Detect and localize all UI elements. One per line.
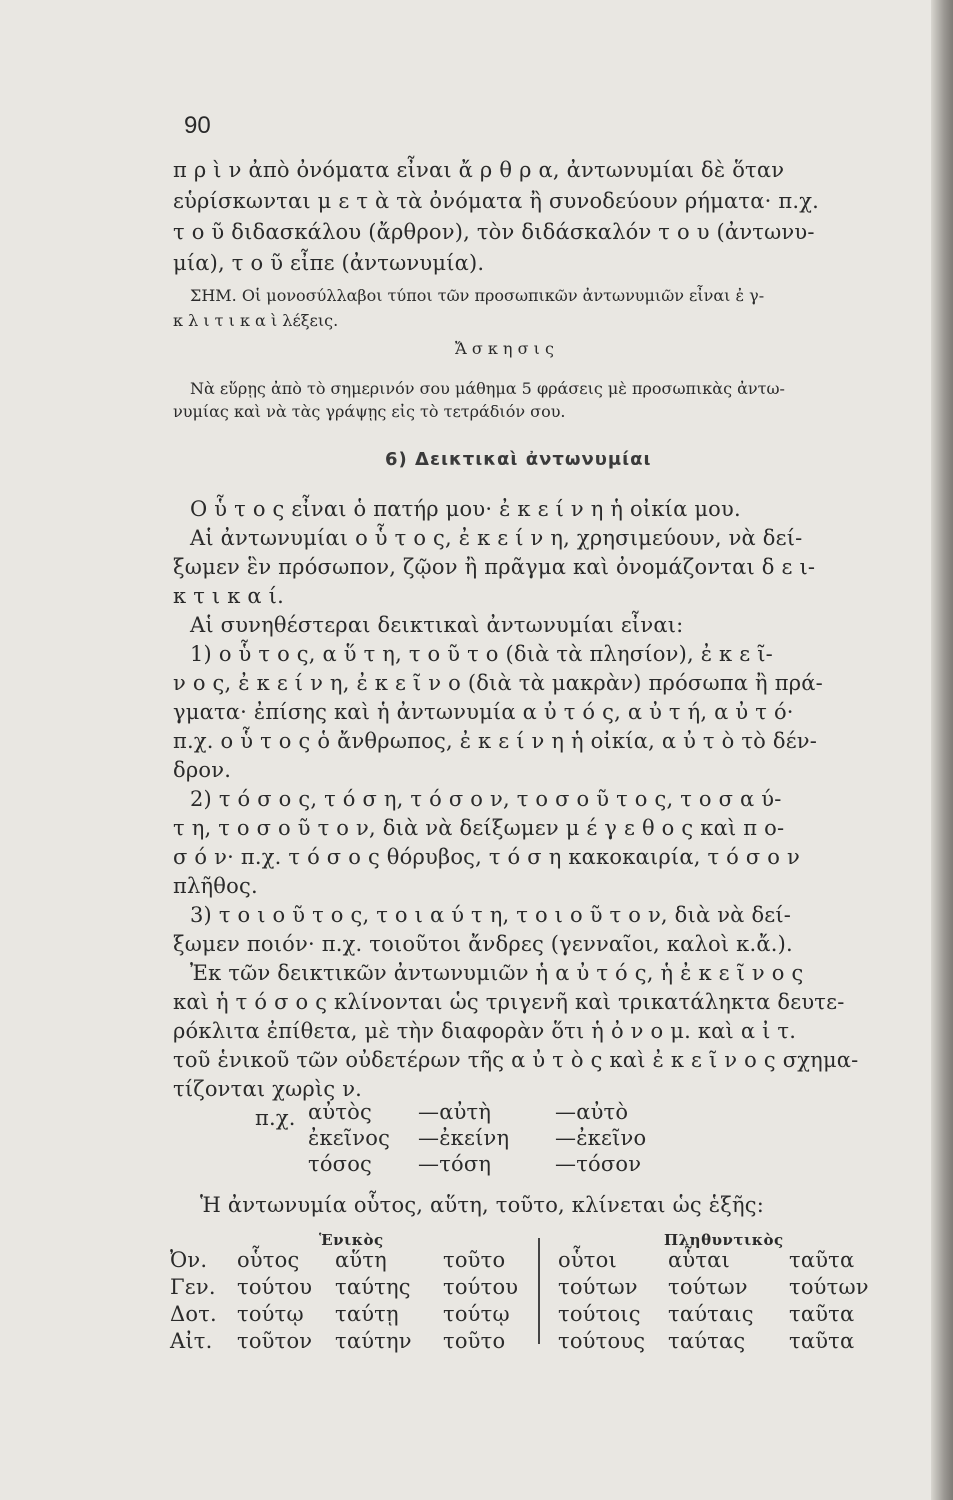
table-cell: ταύταις	[668, 1302, 754, 1326]
section-heading: 6) Δεικτικαὶ ἀντωνυμίαι	[385, 449, 652, 470]
table-cell: τούτῳ	[443, 1302, 510, 1326]
table-cell: τούτῳ	[237, 1302, 304, 1326]
body-line: τίζονται χωρὶς ν.	[173, 1077, 363, 1101]
declension-intro: Ἡ ἀντωνυμία οὗτος, αὕτη, τοῦτο, κλίνεται ὡς ἑξῆς:	[200, 1193, 765, 1217]
table-cell: αὕτη	[335, 1248, 387, 1272]
case-label: Γεν.	[170, 1275, 216, 1299]
example-label: π.χ.	[255, 1106, 296, 1130]
table-cell: οὗτος	[237, 1248, 300, 1272]
body-line: σ ό ν· π.χ. τ ό σ ο ς θόρυβος, τ ό σ η κακοκαιρία, τ ό σ ο ν	[173, 845, 800, 869]
page-edge-shadow	[931, 0, 953, 1500]
table-cell: τούτου	[237, 1275, 313, 1299]
body-line: ξωμεν ἓν πρόσωπον, ζῷον ἢ πρᾶγμα καὶ ὀνομάζονται δ ε ι-	[173, 555, 816, 579]
body-line: κ τ ι κ α ί.	[173, 584, 284, 608]
table-divider	[538, 1238, 540, 1344]
intro-line: μία), τ ο ῦ εἶπε (ἀντωνυμία).	[173, 251, 485, 275]
example-word: ἐκεῖνος	[308, 1126, 391, 1150]
body-line: Αἱ ἀντωνυμίαι ο ὗ τ ο ς, ἐ κ ε ί ν η, χρησιμεύουν, νὰ δεί-	[190, 526, 803, 550]
example-word: —αὐτὴ	[418, 1100, 492, 1124]
note-line: κ λ ι τ ι κ α ὶ λέξεις.	[173, 311, 339, 330]
example-word: —ἐκείνη	[418, 1126, 510, 1150]
body-line: Ἐκ τῶν δεικτικῶν ἀντωνυμιῶν ἡ α ὐ τ ό ς, ἡ ἐ κ ε ῖ ν ο ς	[190, 961, 804, 985]
exercise-line: νυμίας καὶ νὰ τὰς γράψῃς εἰς τὸ τετράδιόν σου.	[173, 402, 566, 421]
example-word: —αὐτὸ	[555, 1100, 629, 1124]
table-cell: τούτων	[789, 1275, 869, 1299]
body-line: 3) τ ο ι ο ῦ τ ο ς, τ ο ι α ύ τ η, τ ο ι ο ῦ τ ο ν, διὰ νὰ δεί-	[190, 903, 792, 927]
table-cell: τοῦτο	[443, 1248, 506, 1272]
body-line: τ η, τ ο σ ο ῦ τ ο ν, διὰ νὰ δείξωμεν μ έ γ ε θ ο ς καὶ π ο-	[173, 816, 785, 840]
table-cell: ταῦτα	[789, 1248, 855, 1272]
exercise-title: Ἄ σ κ η σ ι ς	[455, 339, 554, 358]
body-line: πλῆθος.	[173, 874, 258, 898]
table-cell: ταῦτα	[789, 1329, 855, 1353]
table-cell: αὗται	[668, 1248, 730, 1272]
table-cell: ταύτην	[335, 1329, 412, 1353]
intro-line: π ρ ὶ ν ἀπὸ ὀνόματα εἶναι ἄ ρ θ ρ α, ἀντωνυμίαι δὲ ὅταν	[173, 158, 785, 182]
table-cell: ταύτῃ	[335, 1302, 399, 1326]
example-word: —ἐκεῖνο	[555, 1126, 647, 1150]
table-cell: ταῦτα	[789, 1302, 855, 1326]
example-word: —τόση	[418, 1152, 492, 1176]
intro-line: εὑρίσκωνται μ ε τ ὰ τὰ ὀνόματα ἢ συνοδεύουν ρήματα· π.χ.	[173, 189, 820, 213]
intro-line: τ ο ῦ διδασκάλου (ἄρθρον), τὸν διδάσκαλόν τ ο υ (ἀντωνυ-	[173, 220, 815, 244]
example-word: αὐτὸς	[308, 1100, 372, 1124]
singular-header: Ἑνικὸς	[319, 1231, 384, 1249]
example-word: τόσος	[308, 1152, 372, 1176]
table-cell: τούτους	[558, 1329, 646, 1353]
case-label: Δοτ.	[170, 1302, 217, 1326]
body-line: Αἱ συνηθέστεραι δεικτικαὶ ἀντωνυμίαι εἶναι:	[190, 613, 684, 637]
table-cell: τούτων	[668, 1275, 748, 1299]
body-line: 2) τ ό σ ο ς, τ ό σ η, τ ό σ ο ν, τ ο σ ο ῦ τ ο ς, τ ο σ α ύ-	[190, 787, 782, 811]
page-number: 90	[184, 112, 211, 139]
example-word: —τόσον	[555, 1152, 642, 1176]
note-line: ΣΗΜ. Οἱ μονοσύλλαβοι τύποι τῶν προσωπικῶν ἀντωνυμιῶν εἶναι ἐ γ-	[190, 286, 765, 305]
table-cell: τούτοις	[558, 1302, 641, 1326]
table-cell: ταύτης	[335, 1275, 411, 1299]
body-line: Ο ὗ τ ο ς εἶναι ὁ πατήρ μου· ἐ κ ε ί ν η ἡ οἰκία μου.	[190, 497, 741, 521]
body-line: γματα· ἐπίσης καὶ ἡ ἀντωνυμία α ὐ τ ό ς, α ὐ τ ή, α ὐ τ ό·	[173, 700, 794, 724]
case-label: Αἰτ.	[170, 1329, 213, 1353]
table-cell: τούτου	[443, 1275, 519, 1299]
table-cell: οὗτοι	[558, 1248, 617, 1272]
table-cell: τοῦτον	[237, 1329, 313, 1353]
case-label: Ὀν.	[170, 1248, 208, 1272]
body-line: 1) ο ὗ τ ο ς, α ὕ τ η, τ ο ῦ τ ο (διὰ τὰ πλησίον), ἐ κ ε ῖ-	[190, 642, 773, 666]
body-line: ξωμεν ποιόν· π.χ. τοιοῦτοι ἄνδρες (γενναῖοι, καλοὶ κ.ἄ.).	[173, 932, 793, 956]
body-line: δρον.	[173, 758, 232, 782]
body-line: ρόκλιτα ἐπίθετα, μὲ τὴν διαφορὰν ὅτι ἡ ὀ ν ο μ. καὶ α ἰ τ.	[173, 1019, 797, 1043]
body-line: ν ο ς, ἐ κ ε ί ν η, ἐ κ ε ῖ ν ο (διὰ τὰ μακρὰν) πρόσωπα ἢ πρά-	[173, 671, 823, 695]
body-line: καὶ ἡ τ ό σ ο ς κλίνονται ὡς τριγενῆ καὶ τρικατάληκτα δευτε-	[173, 990, 845, 1014]
exercise-line: Νὰ εὕρῃς ἀπὸ τὸ σημερινόν σου μάθημα 5 φράσεις μὲ προσωπικὰς ἀντω-	[190, 379, 785, 398]
table-cell: ταύτας	[668, 1329, 746, 1353]
body-line: π.χ. ο ὗ τ ο ς ὁ ἄνθρωπος, ἐ κ ε ί ν η ἡ οἰκία, α ὐ τ ὸ τὸ δέν-	[173, 729, 818, 753]
table-cell: τοῦτο	[443, 1329, 506, 1353]
table-cell: τούτων	[558, 1275, 638, 1299]
plural-header: Πληθυντικὸς	[664, 1231, 784, 1249]
body-line: τοῦ ἑνικοῦ τῶν οὐδετέρων τῆς α ὐ τ ὸ ς καὶ ἐ κ ε ῖ ν ο ς σχημα-	[173, 1048, 859, 1072]
